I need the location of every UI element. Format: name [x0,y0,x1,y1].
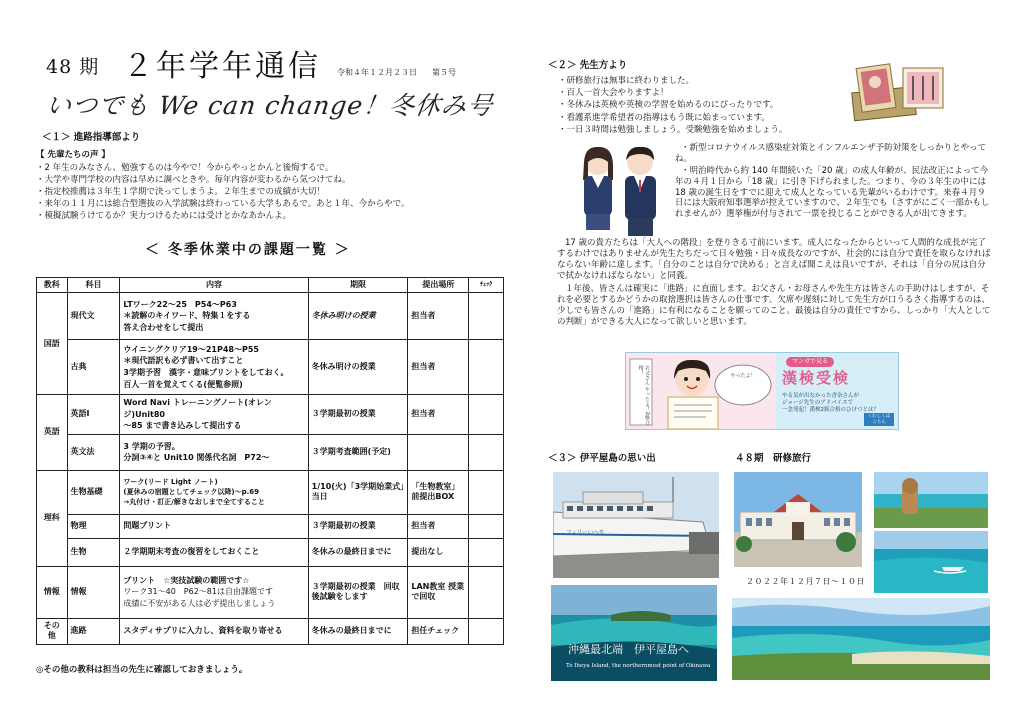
assignment-table-title: ＜ 冬季休業中の課題一覧 ＞ [145,242,351,258]
ferry-photo [553,472,719,578]
subject-cell: 国語 [37,293,68,395]
due-cell: 冬休みの最終日までに [308,538,408,566]
subject-cell: 英語 [37,395,68,471]
students-illustration [568,140,676,240]
issue-date: 令和４年１２月２３日 [337,68,417,77]
col-header: 科目 [67,278,120,293]
content-line: 分詞③④と Unit10 関係代名詞 P72～ [123,453,270,463]
table-header-row [37,278,504,293]
place-cell [408,434,469,470]
content-line: LTワーク22～25 P54～P63 [123,299,237,309]
content-line: 3学期予習 漢字・意味プリントをしておく。 [123,368,289,377]
content-cell [120,434,308,470]
content-cell [120,470,308,514]
place-cell: 担当者 [408,514,469,538]
course-cell: 生物 [67,538,120,566]
subject-cell: 理科 [37,470,68,566]
senior-voices [36,150,506,223]
col-header: ﾁｪｯｸ [469,278,504,293]
trip-heading: ４８期 研修旅行 [735,453,812,464]
content-cell [120,566,308,618]
table-row [37,566,504,618]
content-line: スタディサプリに入力し、資料を取り寄せる [123,626,283,636]
content-line: →丸付け・訂正/解きなおしまで全てすること [123,498,265,507]
teacher-message: ・冬休みは英検や英検の学習を始めるのにぴったりです。 [558,100,779,111]
ferry-name: フェリーいへや [566,530,605,536]
content-line: 問題プリント [123,521,172,531]
banner-tag: マンガで見る [786,357,834,367]
check-cell[interactable] [469,566,504,618]
content-line: 答え合わせをして提出 [123,322,204,332]
banner-line: ジョージ先生のアドバイスで [782,400,854,407]
beach-caption: 沖縄最北端 伊平屋島へ [568,643,689,656]
course-cell: 情報 [67,566,120,618]
check-cell[interactable] [469,514,504,538]
due-cell: 1/10(火)「3学期始業式」当日 [308,470,408,514]
voice-line: ・来年の１１月には総合型選抜の入学試験は終わっている大学もあるで。あと１年、今からやで。 [36,199,410,209]
coastline-photo [732,598,990,680]
place-cell: 担当者 [408,340,469,395]
content-cell [120,514,308,538]
place-cell: 担任チェック [408,618,469,644]
place-cell: 担当者 [408,395,469,435]
content-line: Word Navi トレーニングノート(オレンジ)Unit80 [123,398,272,419]
teacher-message: ・一日３時間は勉強しましょう。受験勉強を始めましょう。 [558,124,788,135]
section2-heading: ＜２＞ 先生方より [548,60,628,71]
content-line: ＊現代語訳も必ず書いて出すこと [123,356,244,366]
content-line: 成績に不安がある人は必ず提出しましょう [123,599,276,609]
table-row [37,434,504,470]
content-cell [120,618,308,644]
col-header: 教科 [37,278,68,293]
course-cell: 英文法 [67,434,120,470]
content-line: ＊読解のキイワード、特集１をする [123,311,251,321]
period-number: 48 期 [46,56,100,78]
content-line: (夏休みの宿題としてチェック以降)～p.69 [123,488,260,497]
due-cell: 冬休み明けの授業 [308,293,408,340]
table-row [37,618,504,644]
kanken-banner[interactable] [625,352,899,430]
place-cell: 担当者 [408,293,469,340]
col-header: 提出場所 [408,278,469,293]
voice-line: ・模擬試験うけてるか？実力つけるためには受けとかなあかんよ。 [36,211,292,222]
check-cell[interactable] [469,538,504,566]
adulthood-paragraph: １年後、皆さんは確実に「進路」に直面します。お父さん・お母さんや先生方は皆さんの手助けはしますが、それを必要とするかどうかの取捨選択は皆さんの仕事です。欠席や遅刻に対して先生方が口うるさく指導するのは、少しでも皆さんの「進路」に有利になることを願ってのこと。最後は自分の責任ですから、しっかり「大人としての判断」ができる大人になって欲しいと思います。 [557,284,991,328]
place-cell: 「生物教室」前提出BOX [408,470,469,514]
newsletter-title: ２年学年通信 [123,49,321,84]
course-cell: 英語Ⅰ [67,395,120,435]
col-header: 内容 [120,278,308,293]
subject-cell: その他 [37,618,68,644]
karuta-cards-illustration [851,60,951,122]
teacher-message: ・百人一首大会やりますよ！ [558,88,669,99]
content-line: ワーク31～40 P62～81は自由課題です [123,587,273,597]
check-cell[interactable] [469,395,504,435]
adult-age-notice: ・明治時代から約 140 年間続いた「20 歳」の成人年齢が、民法改正によって今年の４月１日から「18 歳」に引き下げられました。つまり、今の３年生の中には 18 歳の誕生日をすでに迎えて成人となっている先輩がいるわけです。来春４月９日には大阪府知事選挙が控えていますので、２年生でも（さすがにごく一部かもしれませんが）選挙権が付与されて一票を投じることができる人が出てきます。 [675,166,990,219]
voice-line: ・大学や専門学校の内容は早めに調べときや。毎年内容が変わるから気つけてね。 [36,174,351,185]
voices-heading: 【 先輩たちの声 】 [36,150,110,160]
content-line: ワーク(リード Light ノート) [123,478,218,487]
teacher-notices [675,143,991,221]
adulthood-paragraph: 17 歳の貴方たちは「大人への階段」を登りきる寸前にいます。成人になったからといって人間的な成長が完了するわけではありませんが先生たちだって日々勉強・日々成長なのですが、社会的には自分で責任を取らなければならない年齢に達します。「自分のことは自分で決める」と言えば聞こえは良いですが、それは「自分の尻は自分で拭かなければならない」と同義。 [557,238,991,282]
course-cell: 物理 [67,514,120,538]
beach-caption-english: To Iheya Island, the northernmost point of Okinawa [566,663,711,669]
content-cell [120,293,308,340]
teacher-messages [558,76,858,137]
trip-date: ２０２２年１２月７日～１０日 [746,577,865,586]
table-row [37,514,504,538]
content-line: ～85 まで書き込みして提出する [123,421,242,431]
section1-heading: ＜１＞ 進路指導部より [42,132,141,143]
table-row [37,538,504,566]
check-cell[interactable] [469,618,504,644]
table-row [37,470,504,514]
content-line: ２学期期末考査の復習をしておくこと [123,547,260,557]
assignment-table [36,277,504,645]
place-cell: 提出なし [408,538,469,566]
banner-quote: お父さん やったよ！2級合格！ [637,365,650,425]
speech-bubble-text: やったよ！ [730,373,756,379]
check-cell[interactable] [469,434,504,470]
table-row [37,293,504,340]
content-line: 百人一首を覚えてくる(便覧参照) [123,379,243,389]
banner-description [782,393,879,414]
speedboat-photo [874,531,988,593]
newsletter-subtitle: いつでも We can change！冬休み号 [43,91,496,120]
voice-line: ・指定校推薦は３年生１学期で決ってしまうよ。２年生までの成績が大切！ [36,186,326,197]
course-cell: 現代文 [67,293,120,340]
teacher-message: ・看護系進学希望者の指導はもう既に始まっています。 [558,112,770,123]
content-cell [120,538,308,566]
check-cell[interactable] [469,470,504,514]
issue-number: 第５号 [432,68,456,77]
due-cell: 冬休み明けの授業 [308,340,408,395]
banner-more-button[interactable]: くわしくは こちら [864,413,894,426]
course-cell: 生物基礎 [67,470,120,514]
banner-line: 一念発起！漢検2級合格のひけつとは？ [782,407,880,414]
content-line: 3 学期の予習。 [123,441,180,451]
covid-notice: ・新型コロナウイルス感染症対策とインフルエンザ予防対策をしっかりとやってね。 [675,143,987,164]
col-header: 期限 [308,278,408,293]
due-cell: ３学期最初の授業 [308,395,408,435]
section3-heading: ＜３＞ 伊平屋島の思い出 [548,453,656,464]
content-line: プリント ☆実技試験の範囲です☆ [123,575,250,585]
content-cell [120,340,308,395]
due-cell: ３学期最初の授業 回収後試験をします [308,566,408,618]
due-cell: ３学期考査範囲(予定) [308,434,408,470]
table-row [37,395,504,435]
content-line: ウイニングクリア19～21P48～P55 [123,344,259,354]
shisa-photo [874,472,988,528]
hotel-building-photo [734,472,862,567]
banner-line: やる気が出なかった香奈さんが [782,393,860,399]
check-cell[interactable] [469,340,504,395]
course-cell: 古典 [67,340,120,395]
banner-title: 漢検受検 [782,369,851,387]
table-footnote: ◎その他の教科は担当の先生に確認しておきましょう。 [36,665,248,675]
course-cell: 進路 [67,618,120,644]
check-cell[interactable] [469,293,504,340]
subject-cell: 情報 [37,566,68,618]
place-cell: LAN教室 授業で回収 [408,566,469,618]
teacher-message: ・研修旅行は無事に終わりました。 [558,76,695,86]
adulthood-message [557,238,991,330]
table-row [37,340,504,395]
voice-line: ・2 年生のみなさん、勉強するのは今やで！今からやっとかんと後悔するで。 [36,162,334,173]
content-cell [120,395,308,435]
due-cell: 冬休みの最終日までに [308,618,408,644]
due-cell: ３学期最初の授業 [308,514,408,538]
